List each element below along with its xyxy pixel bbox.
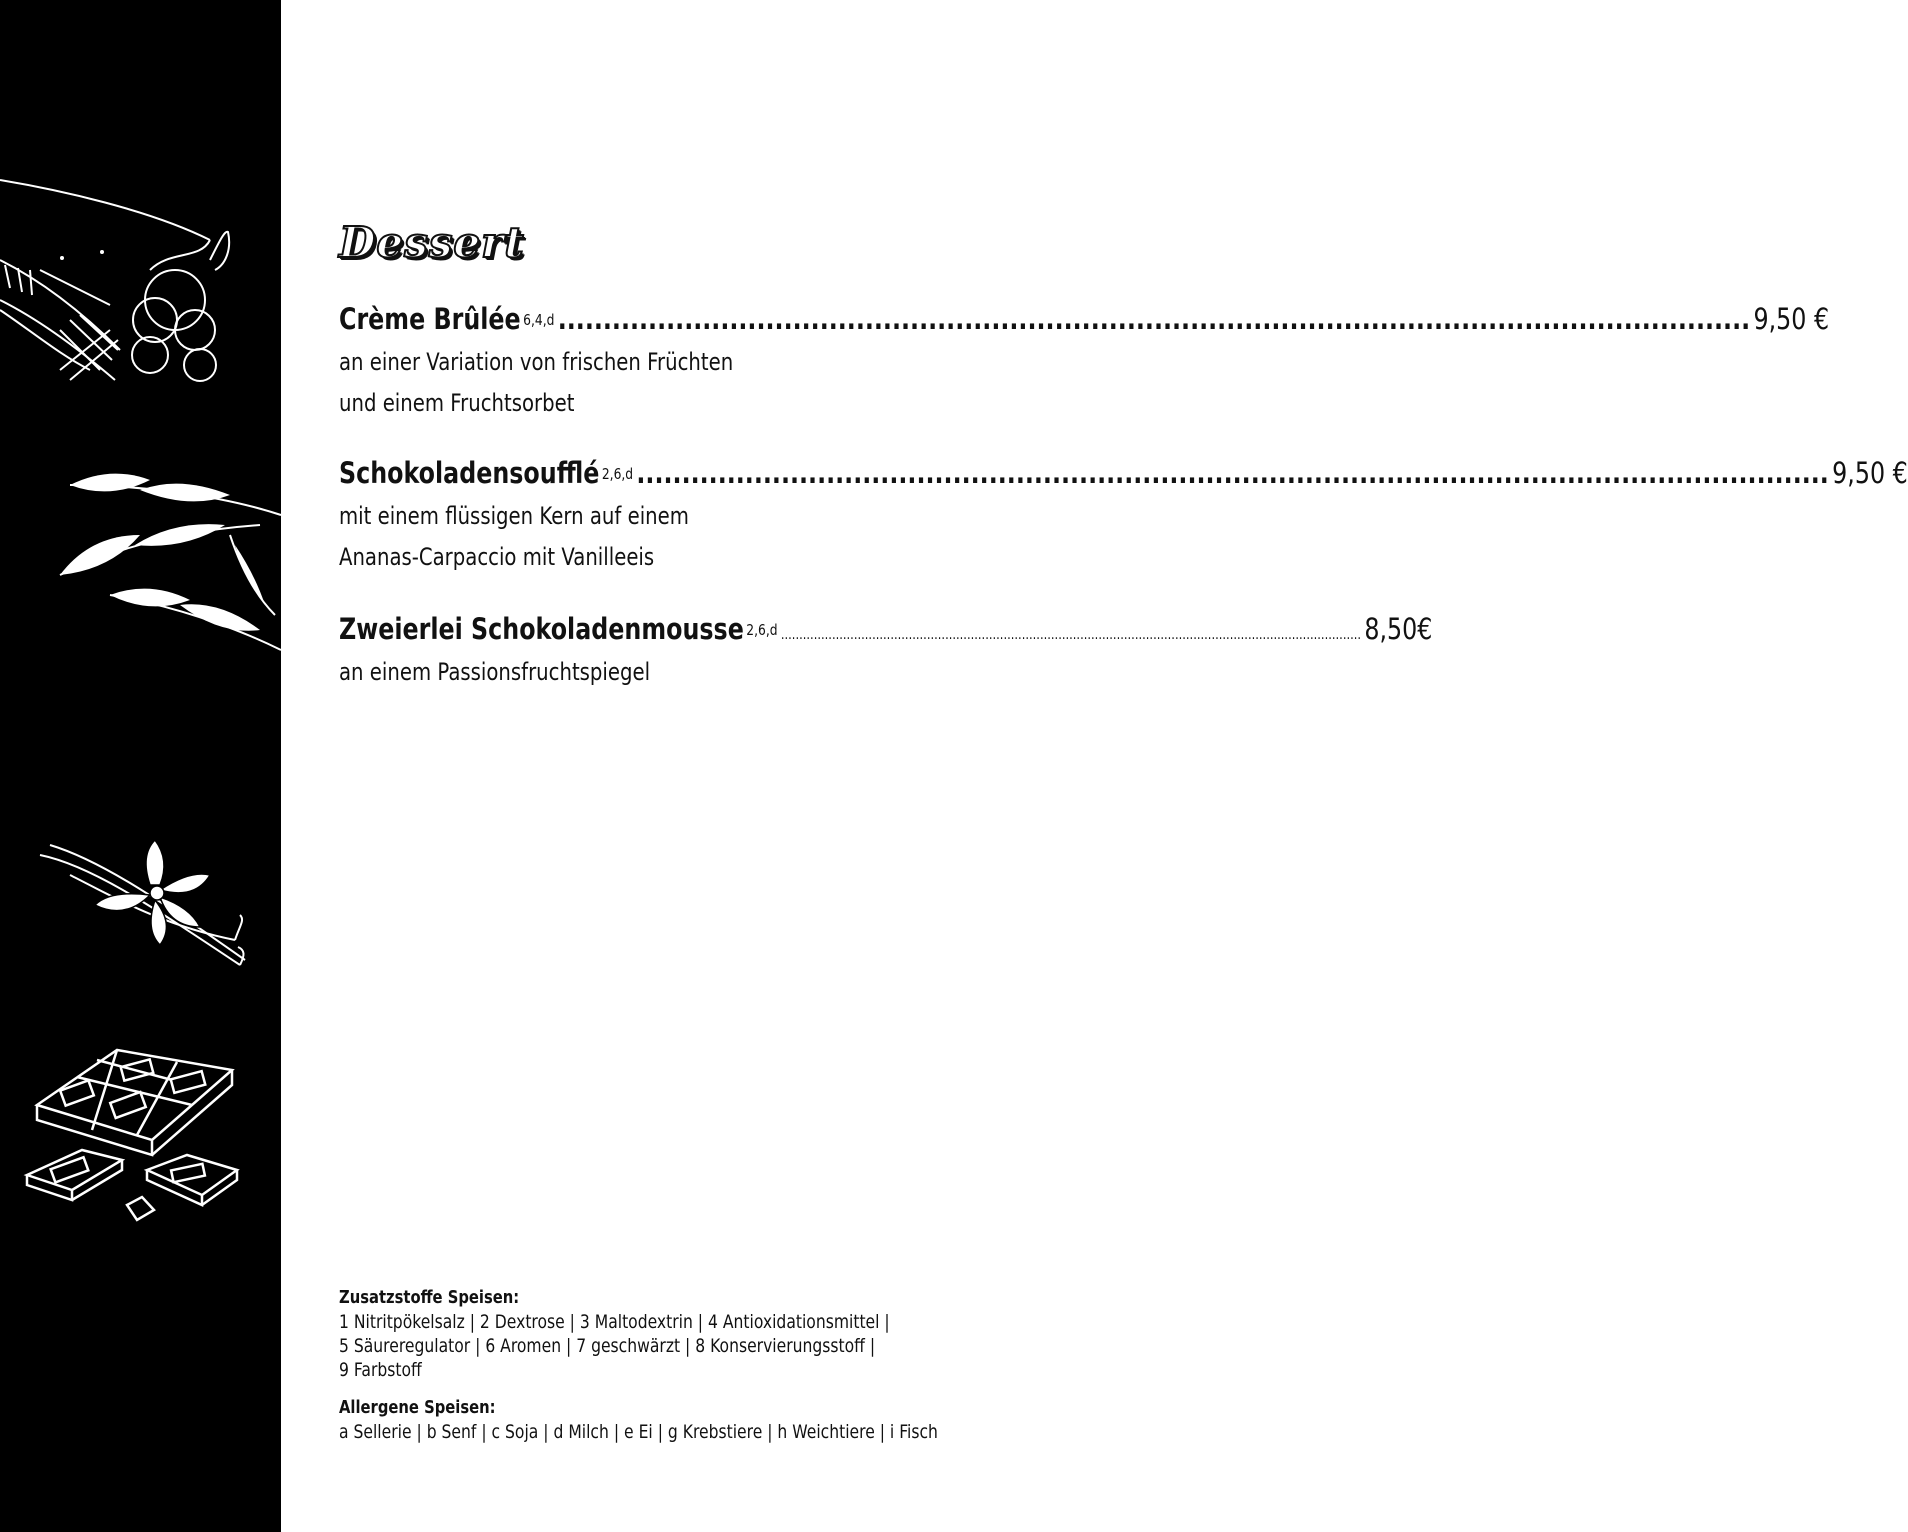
description-line: Ananas-Carpaccio mit Vanilleeis [339,543,655,571]
menu-item-description [339,342,1077,424]
additives-line: 9 Farbstoff [339,1359,422,1381]
menu-item-name: Zweierlei Schokoladenmousse [339,612,744,646]
menu-item [339,456,1908,578]
decorative-sidebar [0,0,281,1532]
legend [339,1286,1077,1444]
additives-line: 5 Säureregulator | 6 Aromen | 7 geschwärzt | 8 Konservierungsstoff | [339,1335,876,1357]
menu-item-price: 9,50 € [1832,456,1908,490]
description-line: an einem Passionsfruchtspiegel [339,658,651,686]
description-line: und einem Fruchtsorbet [339,389,575,417]
allergens-line: a Sellerie | b Senf | c Soja | d Milch | e Ei | g Krebstiere | h Weichtiere | i Fisch [339,1421,938,1443]
menu-item-price: 8,50€ [1364,612,1433,646]
menu-item-name: Schokoladensoufflé [339,456,600,490]
menu-item [339,302,1830,424]
menu-item-header: Crème Brûlée 6,4,d .................................................................................................................................... 9,50 € [339,302,1830,336]
menu-item-header: Schokoladensoufflé 2,6,d .................................................................................................................................... 9,50 € [339,456,1908,490]
description-line: mit einem flüssigen Kern auf einem [339,502,689,530]
allergens-heading: Allergene Speisen: [339,1397,496,1418]
vanilla-flower-icon [40,835,250,975]
rosemary-sprigs-icon [40,465,281,665]
dot-leader: .................................................................................................................................... [636,456,1829,490]
additives-line: 1 Nitritpökelsalz | 2 Dextrose | 3 Maltodextrin | 4 Antioxidationsmittel | [339,1311,890,1333]
menu-item-description [339,496,1077,578]
menu-item [339,612,1433,693]
menu-title: Dessert [339,218,525,267]
wrapped-flowers-icon [0,170,281,410]
chocolate-bar-icon [22,1045,242,1230]
menu-item-description [339,652,1077,693]
additives-heading: Zusatzstoffe Speisen: [339,1287,520,1308]
dot-leader: ............................................................................................................................................................... [780,627,1362,643]
dot-leader: .................................................................................................................................... [557,302,1751,336]
menu-item-name: Crème Brûlée [339,302,521,336]
menu-item-price: 9,50 € [1753,302,1830,336]
menu-item-header: Zweierlei Schokoladenmousse 2,6,d ............................................................................................................................................................... 8,50€ [339,612,1433,646]
description-line: an einer Variation von frischen Früchten [339,348,734,376]
